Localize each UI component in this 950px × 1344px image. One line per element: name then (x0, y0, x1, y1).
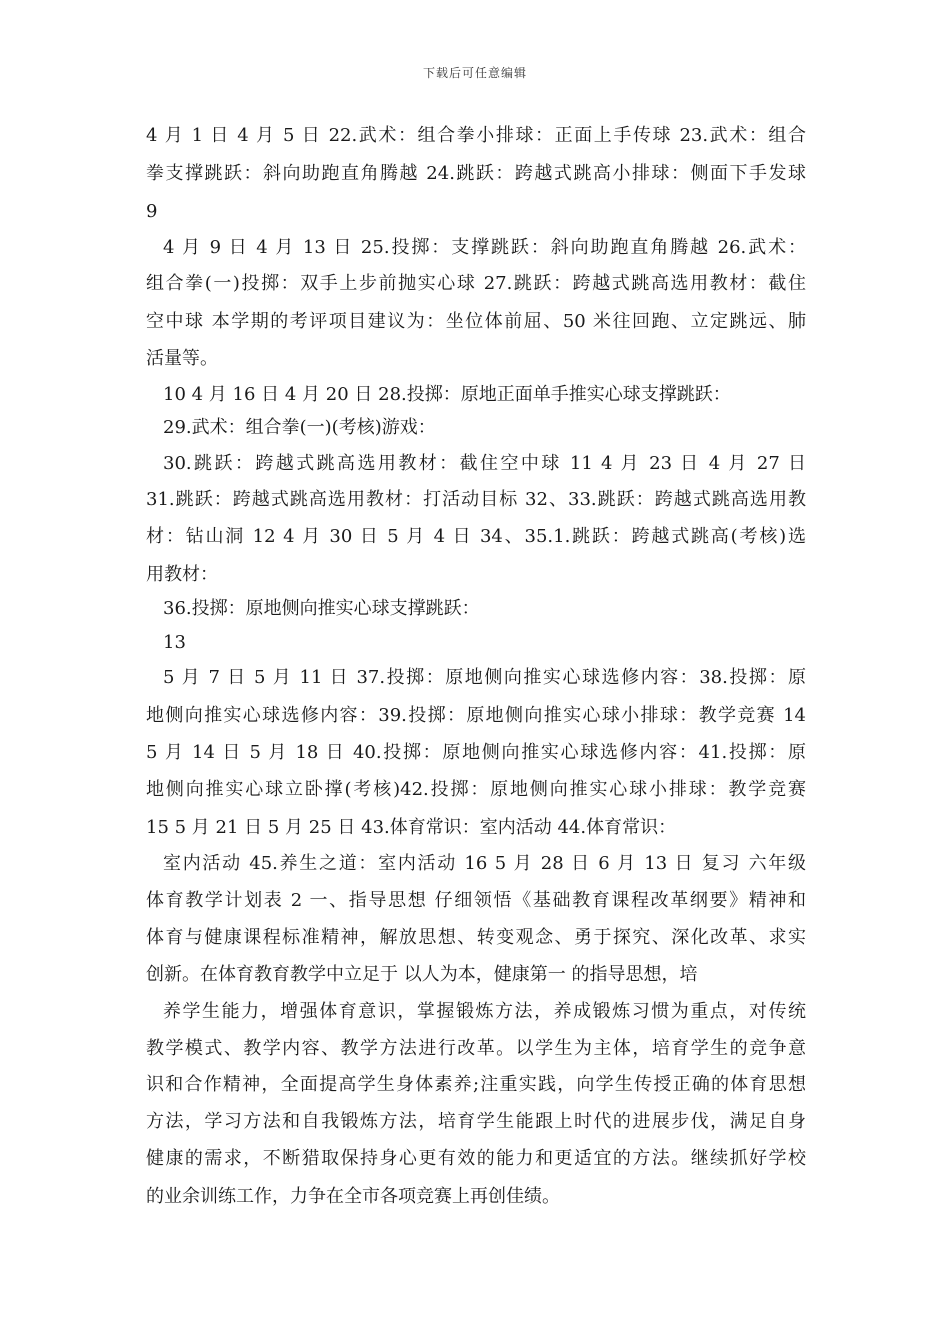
text-line: 4 月 9 日 4 月 13 日 25.投掷：支撑跳跃：斜向助跑直角腾越 26.武术： (163, 237, 806, 258)
text-line: 9 (146, 201, 158, 222)
text-line: 31.跳跃：跨越式跳高选用教材：打活动目标 32、33.跳跃：跨越式跳高选用教 (146, 489, 806, 510)
text-line: 材：钻山洞 12 4 月 30 日 5 月 4 日 34、35.1.跳跃：跨越式跳高(考核)选 (146, 526, 806, 547)
text-line: 方法，学习方法和自我锻炼方法，培育学生能跟上时代的进展步伐，满足自身 (146, 1111, 806, 1132)
text-line: 用教材： (146, 564, 218, 585)
text-line: 组合拳(一)投掷：双手上步前抛实心球 27.跳跃：跨越式跳高选用教材：截住 (146, 273, 806, 294)
text-line: 36.投掷：原地侧向推实心球支撑跳跃： (163, 598, 480, 619)
text-line: 5 月 7 日 5 月 11 日 37.投掷：原地侧向推实心球选修内容：38.投掷：原 (163, 667, 806, 688)
text-line: 空中球 本学期的考评项目建议为：坐位体前屈、50 米往回跑、立定跳远、肺 (146, 311, 806, 332)
text-line: 室内活动 45.养生之道：室内活动 16 5 月 28 日 6 月 13 日 复习 六年级 (163, 853, 806, 874)
text-line: 教学模式、教学内容、教学方法进行改革。以学生为主体，培育学生的竞争意 (146, 1038, 806, 1059)
text-line: 体育与健康课程标准精神，解放思想、转变观念、勇于探究、深化改革、求实 (146, 927, 806, 948)
text-line: 创新。在体育教育教学中立足于 以人为本，健康第一 的指导思想，培 (146, 964, 698, 985)
text-line: 10 4 月 16 日 4 月 20 日 28.投掷：原地正面单手推实心球支撑跳跃： (163, 384, 731, 405)
text-line: 15 5 月 21 日 5 月 25 日 43.体育常识：室内活动 44.体育常识： (146, 817, 677, 838)
text-line: 体育教学计划表 2 一、指导思想 仔细领悟《基础教育课程改革纲要》精神和 (146, 890, 806, 911)
text-line: 健康的需求，不断猎取保持身心更有效的能力和更适宜的方法。继续抓好学校 (146, 1148, 806, 1169)
text-line: 13 (163, 632, 186, 653)
text-line: 30.跳跃：跨越式跳高选用教材：截住空中球 11 4 月 23 日 4 月 27 日 (163, 453, 806, 474)
text-line: 养学生能力，增强体育意识，掌握锻炼方法，养成锻炼习惯为重点，对传统 (163, 1001, 806, 1022)
text-line: 5 月 14 日 5 月 18 日 40.投掷：原地侧向推实心球选修内容：41.投掷：原 (146, 742, 806, 763)
text-line: 活量等。 (146, 348, 218, 369)
text-line: 4 月 1 日 4 月 5 日 22.武术：组合拳小排球：正面上手传球 23.武术：组合 (146, 125, 806, 146)
page-header: 下载后可任意编辑 (422, 66, 527, 80)
text-line: 地侧向推实心球立卧撑(考核)42.投掷：原地侧向推实心球小排球：教学竞赛 (146, 779, 806, 800)
text-line: 拳支撑跳跃：斜向助跑直角腾越 24.跳跃：跨越式跳高小排球：侧面下手发球 (146, 163, 806, 184)
text-line: 地侧向推实心球选修内容：39.投掷：原地侧向推实心球小排球：教学竞赛 14 (146, 705, 806, 726)
text-line: 29.武术：组合拳(一)(考核)游戏： (163, 417, 436, 438)
text-line: 的业余训练工作，力争在全市各项竞赛上再创佳绩。 (146, 1186, 560, 1207)
text-line: 识和合作精神，全面提高学生身体素养;注重实践，向学生传授正确的体育思想 (146, 1074, 806, 1095)
